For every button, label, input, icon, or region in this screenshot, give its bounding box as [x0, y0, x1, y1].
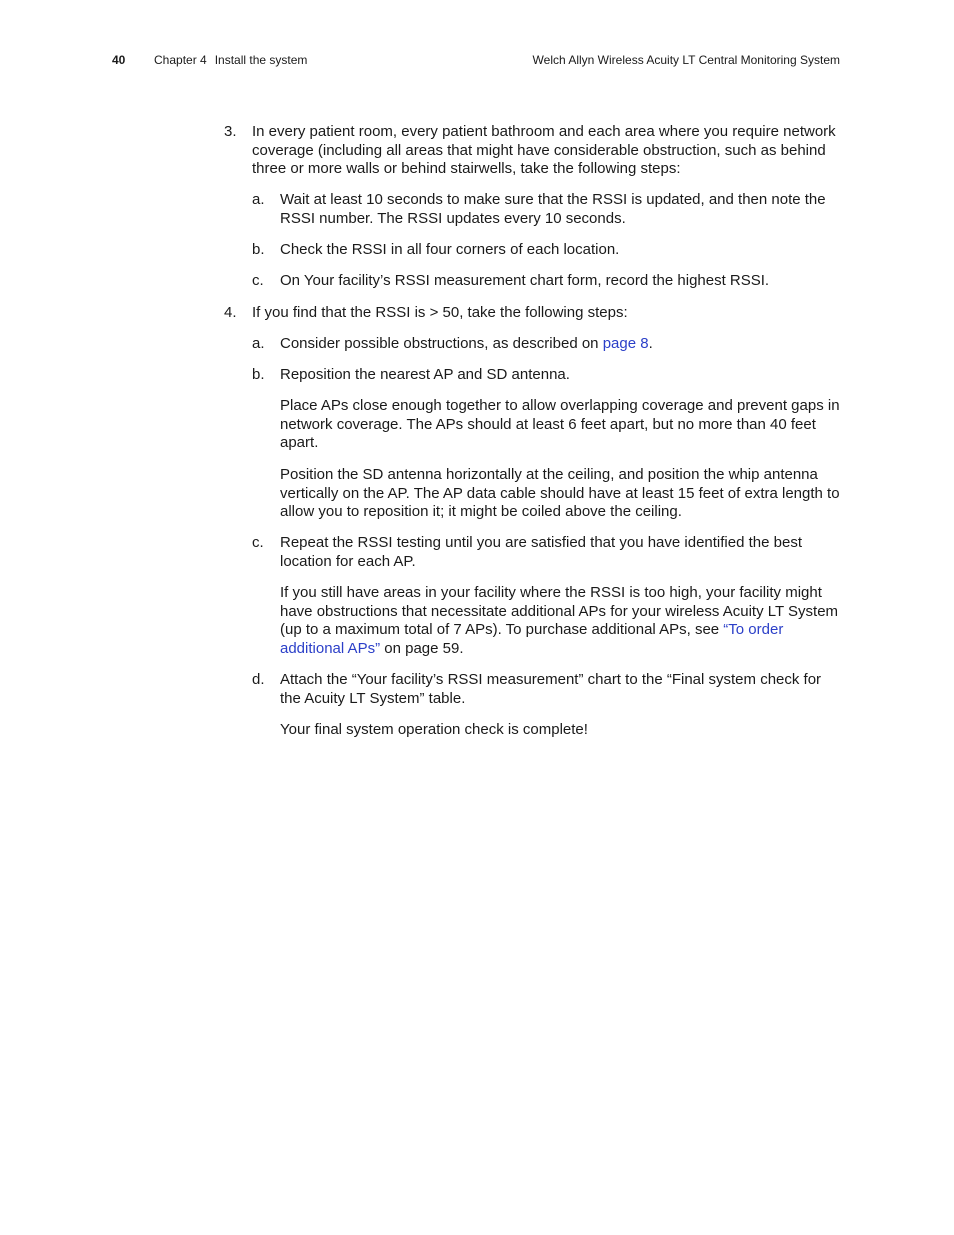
substep-label: c. — [252, 272, 264, 289]
paragraph — [280, 584, 842, 659]
substep-label: a. — [252, 191, 265, 208]
substep-label: a. — [252, 335, 265, 352]
substep-label: c. — [252, 534, 264, 551]
substep-text: Check the RSSI in all four corners of each location. — [280, 241, 620, 258]
paragraph: Position the SD antenna horizontally at the ceiling, and position the whip antenna vertically on the AP. The AP data cable should have at least 15 feet of extra length to allow you to reposition it; it might be coiled above the ceiling. — [280, 466, 840, 521]
step-number: 3. — [224, 123, 237, 140]
substep-label: d. — [252, 671, 265, 688]
page-8-link[interactable]: page 8 — [602, 335, 649, 352]
substep-text: Reposition the nearest AP and SD antenna. — [280, 366, 570, 383]
substep-text: On Your facility’s RSSI measurement chart form, record the highest RSSI. — [280, 272, 770, 289]
book-title: Welch Allyn Wireless Acuity LT Central Monitoring System — [532, 53, 840, 67]
chapter-label: Chapter 4 — [154, 53, 207, 67]
substep-label: b. — [252, 366, 265, 383]
chapter-title: Install the system — [214, 53, 308, 67]
text-before-link: If you still have areas in your facility where the RSSI is too high, your facility might have obstructions that necessitate additional APs for your wireless Acuity LT System (up to a maximum total of 7 APs). To purchase additional APs, see — [280, 584, 839, 639]
header-chapter — [154, 52, 307, 68]
substep-text — [280, 335, 842, 354]
substep-text: Repeat the RSSI testing until you are satisfied that you have identified the best location for each AP. — [280, 534, 802, 570]
substep-text: Attach the “Your facility’s RSSI measurement” chart to the “Final system check for the Acuity LT System” table. — [280, 671, 822, 707]
page-number: 40 — [112, 53, 126, 67]
paragraph: Place APs close enough together to allow overlapping coverage and prevent gaps in network coverage. The APs should at least 6 feet apart, but no more than 40 feet apart. — [280, 397, 840, 452]
substep-text: Wait at least 10 seconds to make sure that the RSSI is updated, and then note the RSSI number. The RSSI updates every 10 seconds. — [280, 191, 826, 227]
order-additional-aps-link[interactable]: “To order additional APs” — [280, 621, 784, 658]
paragraph: Your final system operation check is complete! — [280, 721, 588, 738]
text-after-link: on page 59. — [380, 640, 464, 658]
step-text: If you find that the RSSI is > 50, take the following steps: — [252, 304, 628, 321]
step-text: In every patient room, every patient bathroom and each area where you require network coverage (including all areas that might have considerable obstruction, such as behind three or more walls or behind stairwells, take the following steps: — [252, 123, 836, 178]
text-before-link: Consider possible obstructions, as described on — [280, 335, 603, 352]
substep-label: b. — [252, 241, 265, 258]
text-after-link: . — [648, 335, 653, 352]
step-number: 4. — [224, 304, 237, 321]
